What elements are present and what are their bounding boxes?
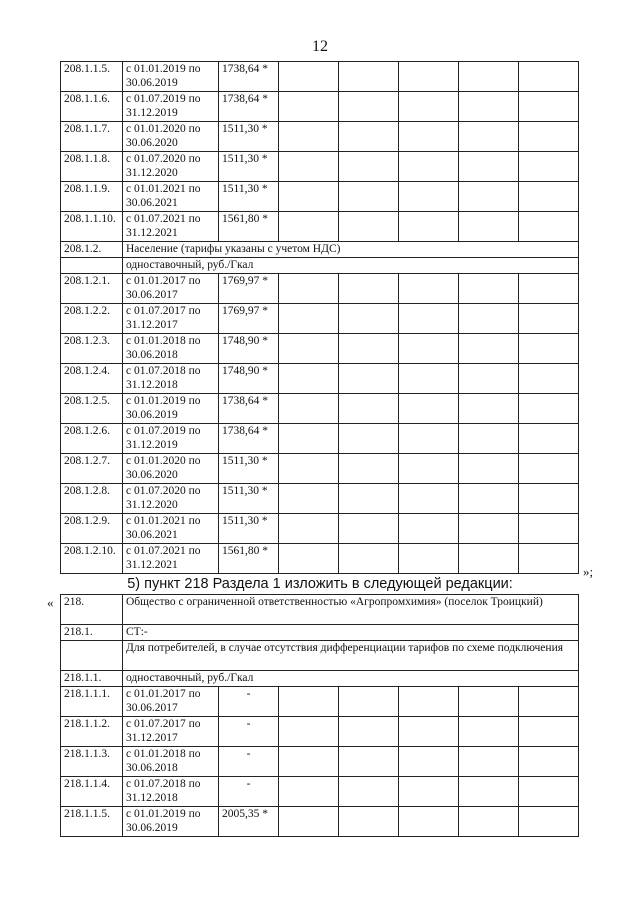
period-cell: с 01.01.2019 по 30.06.2019 (123, 62, 219, 92)
row-number: 218.1.1.5. (61, 807, 123, 837)
empty-cell (459, 122, 519, 152)
empty-cell (339, 687, 399, 717)
period-cell: с 01.07.2017 по 31.12.2017 (123, 304, 219, 334)
period-cell: с 01.01.2019 по 30.06.2019 (123, 394, 219, 424)
row-number: 208.1.2.2. (61, 304, 123, 334)
empty-cell (519, 807, 579, 837)
row-number: 208.1.2.7. (61, 454, 123, 484)
empty-cell (459, 304, 519, 334)
table-row (61, 424, 579, 454)
empty-cell (459, 424, 519, 454)
empty-cell (399, 394, 459, 424)
empty-cell (339, 364, 399, 394)
row-number: 208.1.2.4. (61, 364, 123, 394)
period-cell: с 01.07.2021 по 31.12.2021 (123, 212, 219, 242)
empty-cell (279, 92, 339, 122)
empty-cell (61, 641, 123, 671)
empty-cell (459, 274, 519, 304)
empty-cell (519, 212, 579, 242)
empty-cell (459, 484, 519, 514)
table-row (61, 334, 579, 364)
empty-cell (519, 424, 579, 454)
table-row (61, 777, 579, 807)
empty-cell (519, 364, 579, 394)
empty-cell (279, 394, 339, 424)
period-cell: с 01.01.2018 по 30.06.2018 (123, 747, 219, 777)
empty-cell (519, 304, 579, 334)
empty-cell (399, 514, 459, 544)
section-row (61, 242, 579, 258)
tariff-value: 1769,97 * (219, 304, 279, 334)
table-row (61, 514, 579, 544)
empty-cell (399, 747, 459, 777)
row-number: 218.1.1.2. (61, 717, 123, 747)
empty-cell (399, 717, 459, 747)
empty-cell (459, 747, 519, 777)
table-rows-218-1-1 (61, 687, 579, 837)
empty-cell (459, 152, 519, 182)
period-cell: с 01.07.2017 по 31.12.2017 (123, 717, 219, 747)
empty-cell (459, 334, 519, 364)
table-row (61, 212, 579, 242)
tariff-value: 2005,35 * (219, 807, 279, 837)
empty-cell (399, 212, 459, 242)
empty-cell (339, 334, 399, 364)
ct-number: 218.1. (61, 625, 123, 641)
table-row (61, 394, 579, 424)
table-row (61, 122, 579, 152)
row-number: 208.1.2.8. (61, 484, 123, 514)
table-row (61, 544, 579, 574)
empty-cell (399, 62, 459, 92)
row-number: 218.1.1.1. (61, 687, 123, 717)
empty-cell (399, 334, 459, 364)
empty-cell (459, 544, 519, 574)
period-cell: с 01.01.2020 по 30.06.2020 (123, 122, 219, 152)
row-number: 208.1.1.5. (61, 62, 123, 92)
tariff-value: 1511,30 * (219, 152, 279, 182)
ct-label: СТ:- (123, 625, 579, 641)
period-cell: с 01.07.2019 по 31.12.2019 (123, 92, 219, 122)
tariff-value: 1511,30 * (219, 182, 279, 212)
empty-cell (279, 364, 339, 394)
row-number: 208.1.2.5. (61, 394, 123, 424)
empty-cell (279, 182, 339, 212)
empty-cell (279, 544, 339, 574)
period-cell: с 01.07.2020 по 31.12.2020 (123, 484, 219, 514)
tariff-value: 1738,64 * (219, 62, 279, 92)
table-row (61, 62, 579, 92)
tariff-value: 1511,30 * (219, 454, 279, 484)
tariff-value: 1738,64 * (219, 92, 279, 122)
amendment-heading: 5) пункт 218 Раздела 1 изложить в следующей редакции: (127, 576, 513, 592)
row-number: 208.1.1.6. (61, 92, 123, 122)
empty-cell (279, 304, 339, 334)
tariff-table-208 (60, 61, 579, 574)
empty-cell (519, 454, 579, 484)
empty-cell (279, 424, 339, 454)
ct-row (61, 625, 579, 641)
empty-cell (519, 62, 579, 92)
empty-cell (339, 304, 399, 334)
empty-cell (519, 334, 579, 364)
period-cell: с 01.01.2021 по 30.06.2021 (123, 514, 219, 544)
row-number: 218.1.1.3. (61, 747, 123, 777)
empty-cell (339, 747, 399, 777)
empty-cell (519, 152, 579, 182)
empty-cell (339, 424, 399, 454)
empty-cell (339, 454, 399, 484)
empty-cell (339, 122, 399, 152)
table-row (61, 364, 579, 394)
table-row (61, 687, 579, 717)
empty-cell (279, 514, 339, 544)
tariff-value: - (219, 747, 279, 777)
empty-cell (519, 747, 579, 777)
empty-cell (519, 717, 579, 747)
empty-cell (399, 544, 459, 574)
empty-cell (279, 484, 339, 514)
empty-cell (279, 334, 339, 364)
period-cell: с 01.01.2018 по 30.06.2018 (123, 334, 219, 364)
row-number: 208.1.1.8. (61, 152, 123, 182)
table-row (61, 484, 579, 514)
empty-cell (519, 394, 579, 424)
unit-label: одноставочный, руб./Гкал (123, 671, 579, 687)
empty-cell (399, 454, 459, 484)
empty-cell (339, 182, 399, 212)
empty-cell (519, 544, 579, 574)
row-number: 208.1.1.9. (61, 182, 123, 212)
empty-cell (459, 717, 519, 747)
tariff-value: - (219, 687, 279, 717)
closing-quote-mark: »; (583, 564, 594, 579)
row-number: 208.1.2.10. (61, 544, 123, 574)
empty-cell (519, 274, 579, 304)
unit-row (61, 671, 579, 687)
empty-cell (399, 92, 459, 122)
tariff-value: 1561,80 * (219, 544, 279, 574)
empty-cell (339, 394, 399, 424)
page-number: 12 (312, 38, 328, 55)
empty-cell (399, 777, 459, 807)
empty-cell (399, 424, 459, 454)
period-cell: с 01.01.2017 по 30.06.2017 (123, 687, 219, 717)
consumers-row (61, 641, 579, 671)
section-title: Население (тарифы указаны с учетом НДС) (123, 242, 579, 258)
table-row (61, 304, 579, 334)
empty-cell (339, 212, 399, 242)
row-number: 218.1.1.4. (61, 777, 123, 807)
empty-cell (459, 687, 519, 717)
empty-cell (339, 484, 399, 514)
tariff-value: 1511,30 * (219, 122, 279, 152)
empty-cell (339, 152, 399, 182)
tariff-value: 1738,64 * (219, 424, 279, 454)
organization-row (61, 595, 579, 625)
empty-cell (399, 807, 459, 837)
empty-cell (459, 92, 519, 122)
empty-cell (459, 454, 519, 484)
empty-cell (279, 274, 339, 304)
table-row (61, 717, 579, 747)
table-rows-208-1-1 (61, 62, 579, 242)
unit-label: одноставочный, руб./Гкал (123, 258, 579, 274)
empty-cell (339, 544, 399, 574)
tariff-value: 1511,30 * (219, 484, 279, 514)
empty-cell (399, 182, 459, 212)
tariff-value: 1511,30 * (219, 514, 279, 544)
empty-cell (279, 122, 339, 152)
opening-quote-mark: « (47, 595, 54, 610)
empty-cell (399, 304, 459, 334)
period-cell: с 01.01.2019 по 30.06.2019 (123, 807, 219, 837)
table-row (61, 807, 579, 837)
empty-cell (279, 212, 339, 242)
empty-cell (399, 152, 459, 182)
tariff-value: 1748,90 * (219, 334, 279, 364)
unit-row (61, 258, 579, 274)
tariff-value: 1748,90 * (219, 364, 279, 394)
empty-cell (519, 484, 579, 514)
empty-cell (339, 717, 399, 747)
empty-cell (459, 182, 519, 212)
empty-cell (399, 364, 459, 394)
empty-cell (279, 687, 339, 717)
empty-cell (399, 274, 459, 304)
tariff-value: 1738,64 * (219, 394, 279, 424)
table-row (61, 92, 579, 122)
empty-cell (339, 62, 399, 92)
table-rows-208-1-2 (61, 274, 579, 574)
org-number: 218. (61, 595, 123, 625)
empty-cell (519, 92, 579, 122)
empty-cell (459, 62, 519, 92)
empty-cell (279, 777, 339, 807)
empty-cell (279, 152, 339, 182)
empty-cell (279, 717, 339, 747)
empty-cell (339, 514, 399, 544)
empty-cell (459, 807, 519, 837)
tariff-value: - (219, 777, 279, 807)
empty-cell (519, 122, 579, 152)
period-cell: с 01.01.2021 по 30.06.2021 (123, 182, 219, 212)
empty-cell (459, 777, 519, 807)
row-number: 208.1.2.6. (61, 424, 123, 454)
period-cell: с 01.01.2017 по 30.06.2017 (123, 274, 219, 304)
tariff-value: 1561,80 * (219, 212, 279, 242)
row-number: 208.1.1.7. (61, 122, 123, 152)
period-cell: с 01.07.2018 по 31.12.2018 (123, 364, 219, 394)
empty-cell (519, 687, 579, 717)
section-number: 208.1.2. (61, 242, 123, 258)
period-cell: с 01.07.2019 по 31.12.2019 (123, 424, 219, 454)
table-row (61, 182, 579, 212)
consumers-text: Для потребителей, в случае отсутствия дифференциации тарифов по схеме подключения (123, 641, 579, 671)
table-row (61, 274, 579, 304)
period-cell: с 01.07.2018 по 31.12.2018 (123, 777, 219, 807)
empty-cell (519, 182, 579, 212)
empty-cell (399, 122, 459, 152)
empty-cell (279, 62, 339, 92)
tariff-value: 1769,97 * (219, 274, 279, 304)
period-cell: с 01.07.2020 по 31.12.2020 (123, 152, 219, 182)
row-number: 208.1.2.3. (61, 334, 123, 364)
empty-cell (339, 274, 399, 304)
empty-cell (459, 212, 519, 242)
empty-cell (339, 777, 399, 807)
tariff-value: - (219, 717, 279, 747)
unit-number: 218.1.1. (61, 671, 123, 687)
table-row (61, 454, 579, 484)
table-row (61, 747, 579, 777)
empty-cell (519, 514, 579, 544)
row-number: 208.1.2.1. (61, 274, 123, 304)
period-cell: с 01.01.2020 по 30.06.2020 (123, 454, 219, 484)
empty-cell (459, 364, 519, 394)
empty-cell (339, 92, 399, 122)
org-name: Общество с ограниченной ответственностью «Агропромхимия» (поселок Троицкий) (123, 595, 579, 625)
tariff-table-218 (60, 594, 579, 837)
empty-cell (519, 777, 579, 807)
empty-cell (61, 258, 123, 274)
row-number: 208.1.1.10. (61, 212, 123, 242)
row-number: 208.1.2.9. (61, 514, 123, 544)
table-row (61, 152, 579, 182)
empty-cell (399, 484, 459, 514)
empty-cell (459, 394, 519, 424)
empty-cell (399, 687, 459, 717)
period-cell: с 01.07.2021 по 31.12.2021 (123, 544, 219, 574)
empty-cell (279, 454, 339, 484)
empty-cell (279, 747, 339, 777)
empty-cell (279, 807, 339, 837)
empty-cell (339, 807, 399, 837)
empty-cell (459, 514, 519, 544)
